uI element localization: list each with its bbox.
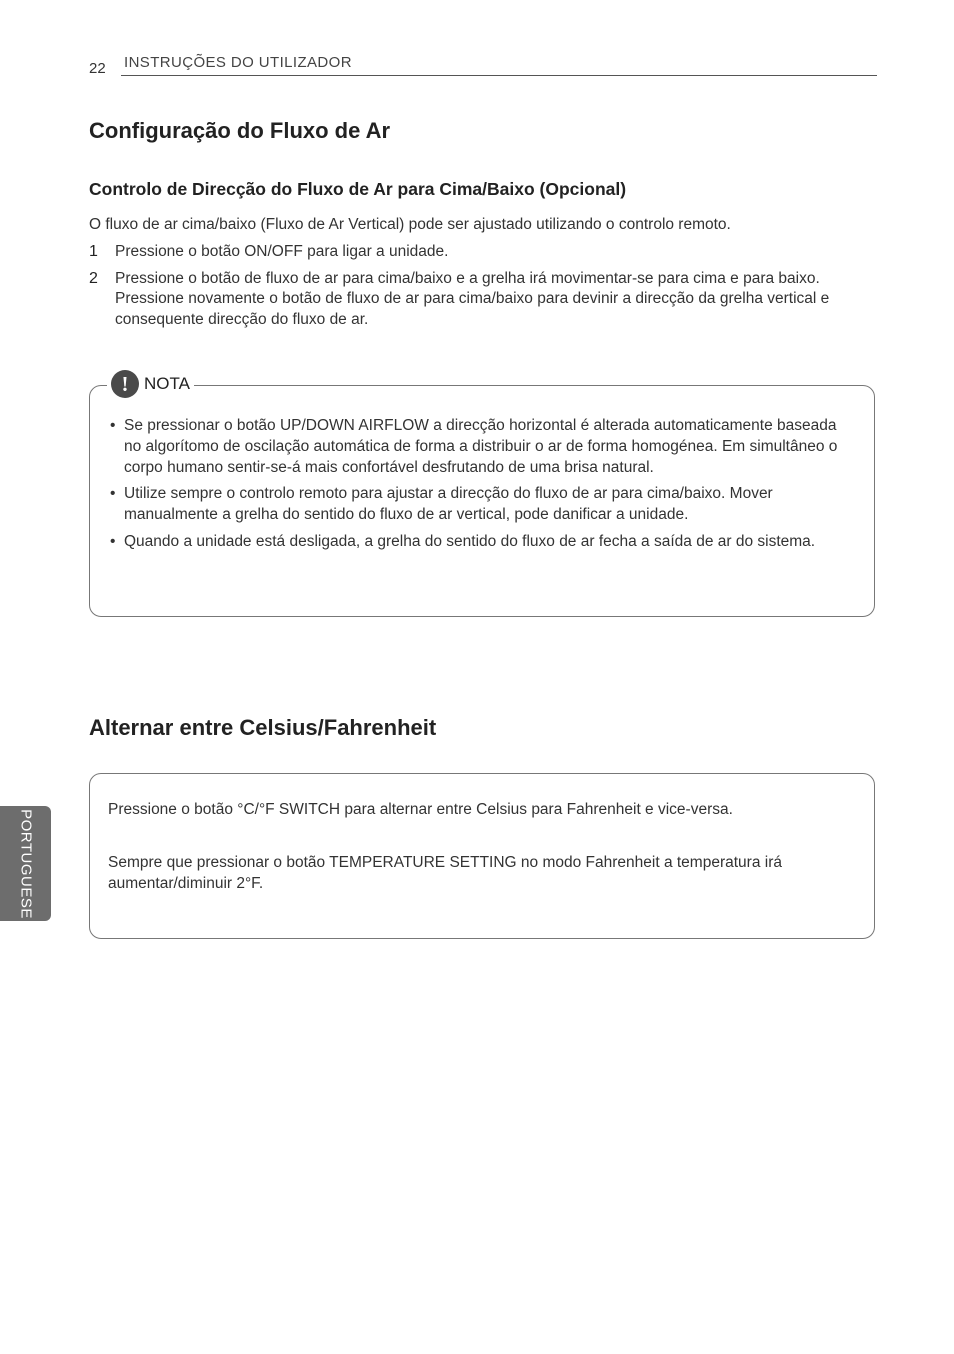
- section-title-airflow: Configuração do Fluxo de Ar: [89, 118, 391, 143]
- step-text: Pressione o botão de fluxo de ar para cima/baixo e a grelha irá movimentar-se para cima e para baixo. Pressione novamente o botão de fluxo de ar para cima/baixo para devinir a direcção da grelha vertical e consequente direcção do fluxo de ar.: [115, 269, 830, 328]
- info-paragraph-switch: Pressione o botão °C/°F SWITCH para alternar entre Celsius para Fahrenheit e vice-versa.: [108, 801, 733, 818]
- step-number: 1: [89, 243, 98, 260]
- note-label: NOTA: [144, 374, 190, 393]
- subsection-title-vertical-airflow: Controlo de Direcção do Fluxo de Ar para Cima/Baixo (Opcional): [89, 179, 627, 199]
- language-tab-label: PORTUGUESE: [17, 808, 34, 919]
- list-item: [89, 242, 859, 263]
- header-divider: [121, 75, 877, 76]
- step-number: 2: [89, 269, 98, 287]
- list-item: • Quando a unidade está desligada, a grelha do sentido do fluxo de ar fecha a saída de ar do sistema.: [108, 532, 856, 553]
- exclamation-icon: !: [111, 370, 139, 398]
- list-item: • Se pressionar o botão UP/DOWN AIRFLOW a direcção horizontal é alterada automaticamente baseada no algorítomo de oscilação automática de forma a distribuir o ar de forma homogénea. Em simultâneo o corpo humano sentir-se-á mais confortável desfrutando de uma brisa natural.: [108, 416, 856, 478]
- intro-paragraph: O fluxo de ar cima/baixo (Fluxo de Ar Vertical) pode ser ajustado utilizando o controlo remoto.: [89, 216, 731, 233]
- list-item: [89, 269, 859, 331]
- steps-list: [89, 242, 859, 336]
- header-title: INSTRUÇÕES DO UTILIZADOR: [124, 54, 352, 71]
- language-tab: [0, 806, 51, 921]
- note-list: [108, 416, 856, 559]
- info-box: [89, 773, 875, 939]
- note-header: [107, 370, 194, 398]
- list-item: • Utilize sempre o controlo remoto para ajustar a direcção do fluxo de ar para cima/baixo. Mover manualmente a grelha do sentido do fluxo de ar vertical, pode danificar a unidade.: [108, 484, 856, 526]
- info-paragraph-temperature: Sempre que pressionar o botão TEMPERATURE SETTING no modo Fahrenheit a temperatura irá aumentar/diminuir 2°F.: [108, 854, 782, 892]
- page-number: 22: [89, 60, 106, 77]
- section-title-celsius-fahrenheit: Alternar entre Celsius/Fahrenheit: [89, 715, 437, 740]
- step-text: Pressione o botão ON/OFF para ligar a unidade.: [115, 243, 449, 260]
